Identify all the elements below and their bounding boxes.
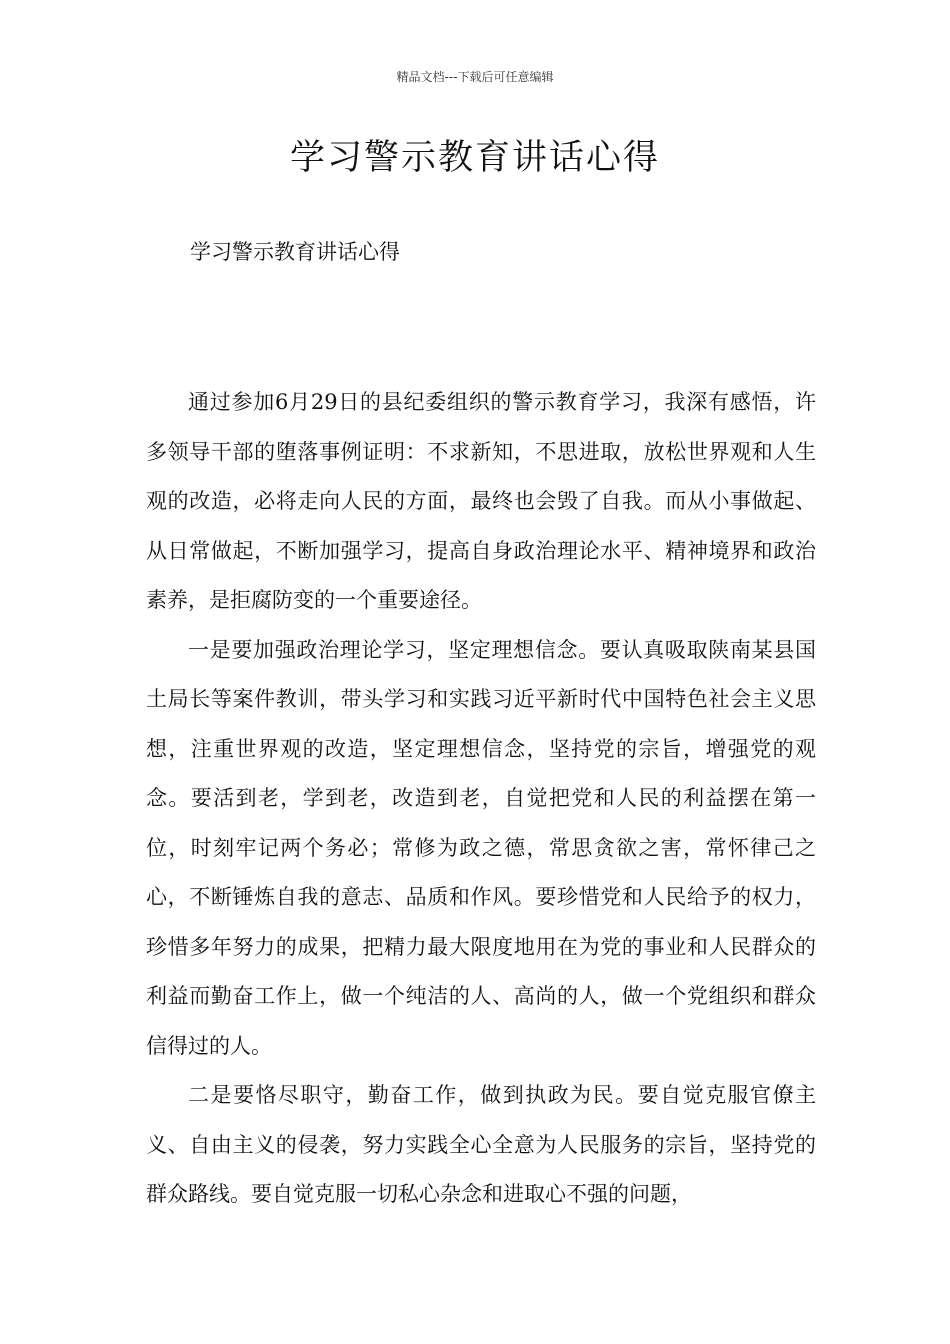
document-subtitle: 学习警示教育讲话心得 <box>190 240 400 264</box>
paragraph-point-one: 一是要加强政治理论学习，坚定理想信念。要认真吸取陕南某县国土局长等案件教训，带头学习和实践习近平新时代中国特色社会主义思想，注重世界观的改造，坚定理想信念，坚持党的宗旨，增强党的观念。要活到老，学到老，改造到老，自觉把党和人民的利益摆在第一位，时刻牢记两个务必；常修为政之德，常思贪欲之害，常怀律己之心，不断锤炼自我的意志、品质和作风。要珍惜党和人民给予的权力，珍惜多年努力的成果，把精力最大限度地用在为党的事业和人民群众的利益而勤奋工作上，做一个纯洁的人、高尚的人，做一个党组织和群众信得过的人。 <box>146 637 816 1058</box>
paragraph-point-two: 二是要恪尽职守，勤奋工作，做到执政为民。要自觉克服官僚主义、自由主义的侵袭，努力实践全心全意为人民服务的宗旨，坚持党的群众路线。要自觉克服一切私心杂念和进取心不强的问题， <box>146 1083 816 1206</box>
document-title: 学习警示教育讲话心得 <box>289 138 660 178</box>
paragraph-intro: 通过参加6月29日的县纪委组织的警示教育学习，我深有感悟，许多领导干部的堕落事例证明：不求新知，不思进取，放松世界观和人生观的改造，必将走向人民的方面，最终也会毁了自我。而从小事做起、从日常做起，不断加强学习，提高自身政治理论水平、精神境界和政治素养，是拒腐防变的一个重要途径。 <box>146 390 816 612</box>
document-body <box>146 378 816 1220</box>
header-note: 精品文档---下载后可任意编辑 <box>396 70 554 84</box>
